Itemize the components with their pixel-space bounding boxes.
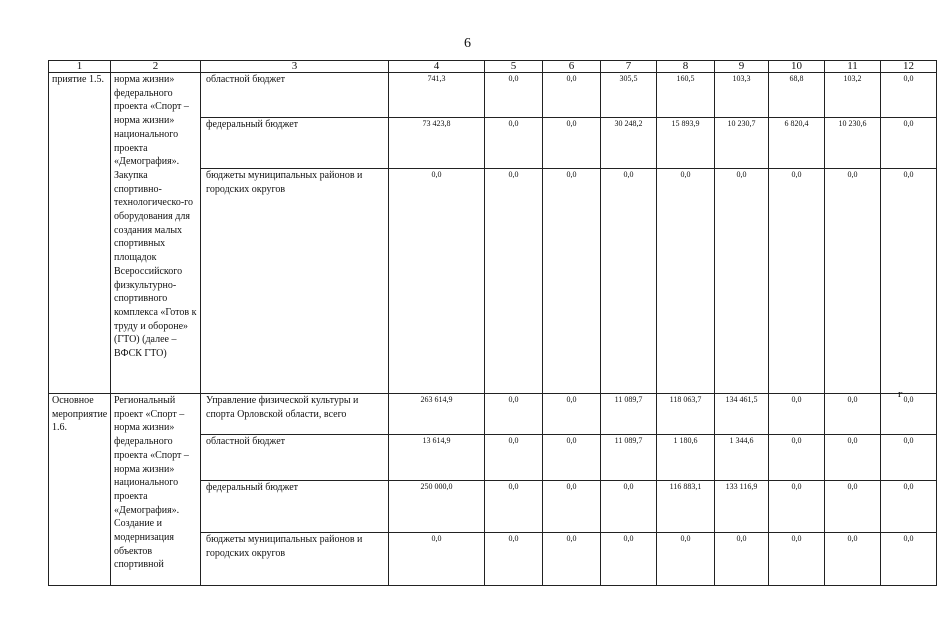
table-row: [49, 394, 937, 435]
value-cell-col-9: 10 230,7: [715, 118, 769, 169]
event-description-cell: Региональный проект «Спорт – норма жизни» федерального проекта «Спорт – норма жизни» национального проекта «Демография». Создание и модернизация объектов спортивной: [111, 394, 201, 586]
event-description-cell: норма жизни» федерального проекта «Спорт – норма жизни» национального проекта «Демография». Закупка спортивно-технологическо-го оборудования для создания малых спортивных площадок Всероссийского физкультурно-спортивного комплекса «Готов к труду и обороне» (ГТО) (далее – ВФСК ГТО): [111, 73, 201, 394]
funding-source-cell: бюджеты муниципальных районов и городских округов: [201, 169, 389, 394]
value-cell-col-12: 0,0: [881, 394, 937, 435]
value-cell-col-9: 103,3: [715, 73, 769, 118]
value-cell-col-4: 741,3: [389, 73, 485, 118]
value-cell-col-6: 0,0: [543, 435, 601, 481]
funding-source-cell: Управление физической культуры и спорта Орловской области, всего: [201, 394, 389, 435]
value-cell-col-5: 0,0: [485, 435, 543, 481]
column-header-10: 10: [769, 61, 825, 73]
value-cell-col-7: 11 089,7: [601, 394, 657, 435]
value-cell-col-4: 250 000,0: [389, 481, 485, 533]
event-number-cell: приятие 1.5.: [49, 73, 111, 394]
value-cell-col-8: 1 180,6: [657, 435, 715, 481]
value-cell-col-6: 0,0: [543, 73, 601, 118]
value-cell-col-7: 0,0: [601, 533, 657, 586]
value-cell-col-8: 15 893,9: [657, 118, 715, 169]
value-cell-col-6: 0,0: [543, 533, 601, 586]
column-header-2: 2: [111, 61, 201, 73]
value-cell-col-9: 1 344,6: [715, 435, 769, 481]
column-header-5: 5: [485, 61, 543, 73]
value-cell-col-11: 0,0: [825, 435, 881, 481]
funding-source-cell: областной бюджет: [201, 435, 389, 481]
value-cell-col-11: 0,0: [825, 533, 881, 586]
value-cell-col-11: 0,0: [825, 481, 881, 533]
event-number-cell: Основное мероприятие 1.6.: [49, 394, 111, 586]
value-cell-col-8: 116 883,1: [657, 481, 715, 533]
value-cell-col-7: 30 248,2: [601, 118, 657, 169]
value-cell-col-12: 0,0: [881, 73, 937, 118]
value-cell-col-8: 0,0: [657, 533, 715, 586]
value-cell-col-12: 0,0: [881, 118, 937, 169]
value-cell-col-12: 0,0: [881, 481, 937, 533]
column-header-4: 4: [389, 61, 485, 73]
value-cell-col-11: 103,2: [825, 73, 881, 118]
value-cell-col-12: 0,0: [881, 435, 937, 481]
column-header-9: 9: [715, 61, 769, 73]
value-cell-col-11: 0,0: [825, 394, 881, 435]
column-header-3: 3: [201, 61, 389, 73]
column-header-7: 7: [601, 61, 657, 73]
value-cell-col-4: 0,0: [389, 533, 485, 586]
value-cell-col-10: 0,0: [769, 435, 825, 481]
value-cell-col-9: 0,0: [715, 169, 769, 394]
funding-source-cell: областной бюджет: [201, 73, 389, 118]
value-cell-col-4: 73 423,8: [389, 118, 485, 169]
value-cell-col-5: 0,0: [485, 169, 543, 394]
column-header-6: 6: [543, 61, 601, 73]
value-cell-col-8: 160,5: [657, 73, 715, 118]
value-cell-col-5: 0,0: [485, 394, 543, 435]
page-number: 6: [464, 36, 471, 51]
column-header-11: 11: [825, 61, 881, 73]
funding-source-cell: федеральный бюджет: [201, 481, 389, 533]
value-cell-col-12: 0,0: [881, 533, 937, 586]
value-cell-col-4: 263 614,9: [389, 394, 485, 435]
value-cell-col-10: 6 820,4: [769, 118, 825, 169]
margin-mark: г: [898, 388, 903, 400]
budget-table: [48, 60, 937, 586]
value-cell-col-4: 0,0: [389, 169, 485, 394]
funding-source-cell: бюджеты муниципальных районов и городских округов: [201, 533, 389, 586]
value-cell-col-6: 0,0: [543, 481, 601, 533]
value-cell-col-10: 0,0: [769, 533, 825, 586]
value-cell-col-5: 0,0: [485, 118, 543, 169]
value-cell-col-9: 133 116,9: [715, 481, 769, 533]
value-cell-col-6: 0,0: [543, 394, 601, 435]
value-cell-col-5: 0,0: [485, 73, 543, 118]
value-cell-col-12: 0,0: [881, 169, 937, 394]
funding-source-cell: федеральный бюджет: [201, 118, 389, 169]
column-header-12: 12: [881, 61, 937, 73]
value-cell-col-9: 134 461,5: [715, 394, 769, 435]
value-cell-col-10: 0,0: [769, 394, 825, 435]
value-cell-col-8: 0,0: [657, 169, 715, 394]
value-cell-col-6: 0,0: [543, 169, 601, 394]
value-cell-col-6: 0,0: [543, 118, 601, 169]
value-cell-col-5: 0,0: [485, 481, 543, 533]
header-row: [49, 61, 937, 73]
value-cell-col-10: 0,0: [769, 481, 825, 533]
column-header-8: 8: [657, 61, 715, 73]
value-cell-col-5: 0,0: [485, 533, 543, 586]
table-body: [49, 73, 937, 586]
value-cell-col-8: 118 063,7: [657, 394, 715, 435]
value-cell-col-10: 68,8: [769, 73, 825, 118]
value-cell-col-11: 10 230,6: [825, 118, 881, 169]
value-cell-col-7: 0,0: [601, 481, 657, 533]
value-cell-col-9: 0,0: [715, 533, 769, 586]
value-cell-col-7: 11 089,7: [601, 435, 657, 481]
value-cell-col-7: 0,0: [601, 169, 657, 394]
table-row: [49, 73, 937, 118]
column-header-1: 1: [49, 61, 111, 73]
value-cell-col-10: 0,0: [769, 169, 825, 394]
value-cell-col-7: 305,5: [601, 73, 657, 118]
value-cell-col-11: 0,0: [825, 169, 881, 394]
value-cell-col-4: 13 614,9: [389, 435, 485, 481]
